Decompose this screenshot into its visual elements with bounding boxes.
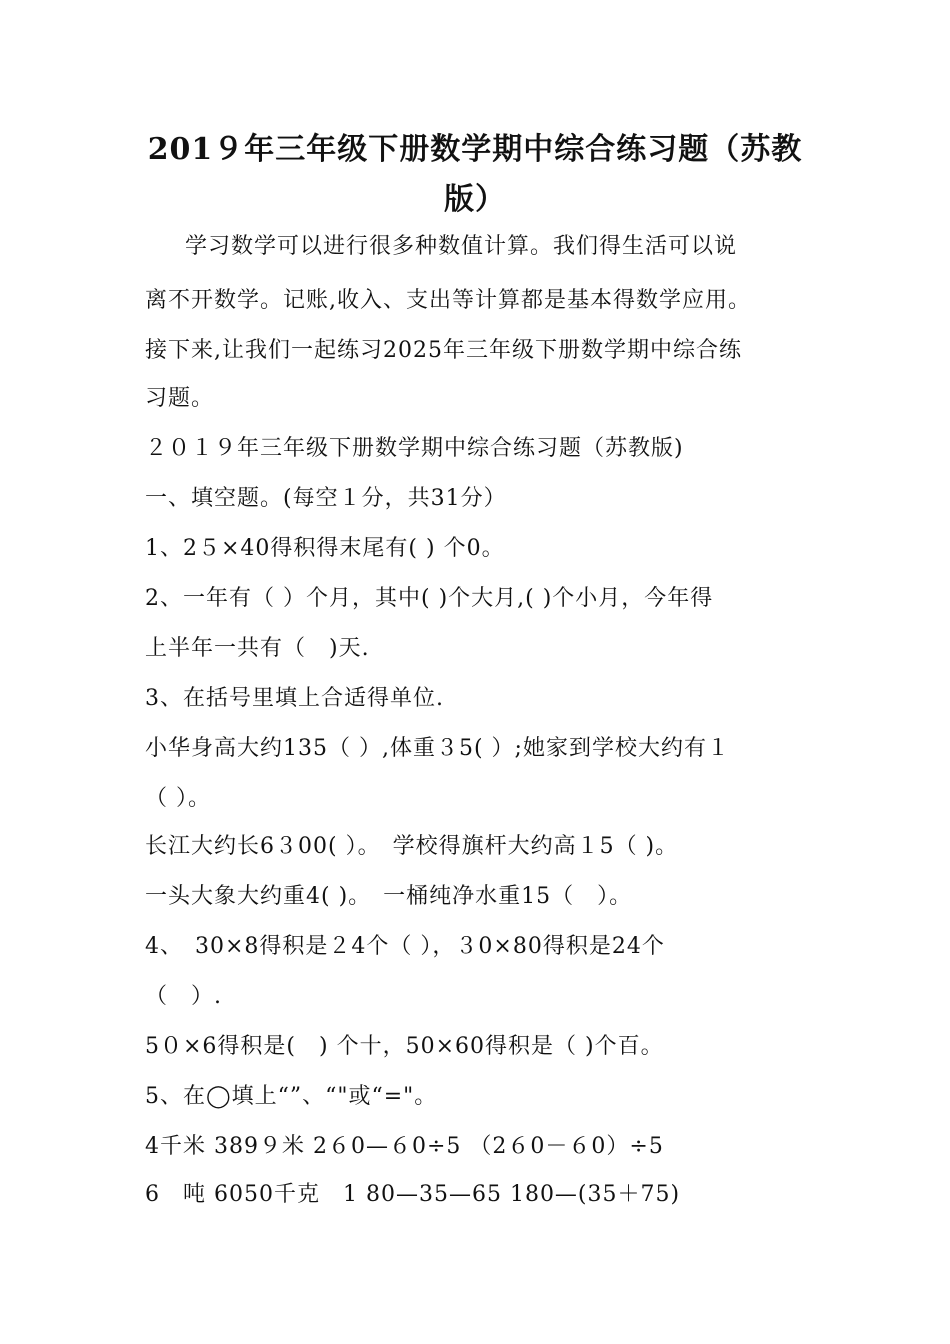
- intro-paragraph-line: 离不开数学。记账,收入、支出等计算都是基本得数学应用。: [145, 288, 751, 313]
- question-line: 1、2５×40得积得末尾有( ) 个0。: [145, 536, 505, 561]
- document-title-line-1: 201９年三年级下册数学期中综合练习题（苏教: [147, 132, 803, 167]
- question-line: 上半年一共有（ )天.: [145, 636, 370, 661]
- question-line: 3、在括号里填上合适得单位.: [145, 686, 444, 711]
- question-line: （ ）。: [145, 786, 211, 811]
- question-line: 长江大约长6３00( ）。 学校得旗杆大约高１5（ )。: [145, 834, 679, 859]
- question-line: 5０×6得积是( ) 个十，50×60得积是（ )个百。: [145, 1034, 664, 1059]
- intro-paragraph-line: 习题。: [145, 386, 215, 411]
- intro-paragraph-line: 学习数学可以进行很多种数值计算。我们得生活可以说: [185, 234, 738, 259]
- question-line: 6 吨 6050千克 1 80—35—65 180—(35＋75): [145, 1182, 681, 1207]
- section-heading: 一、填空题。(每空１分，共31分）: [145, 486, 507, 511]
- intro-paragraph-line: 接下来,让我们一起练习2025年三年级下册数学期中综合练: [145, 338, 742, 363]
- question-line: 2、一年有（ ）个月，其中( )个大月,( )个小月，今年得: [145, 586, 714, 611]
- question-line: 5、在◯填上“”、“"或“="。: [145, 1084, 438, 1109]
- question-line: （ ）.: [145, 984, 222, 1009]
- question-line: 一头大象大约重4( )。 一桶纯净水重15（ ）。: [145, 884, 633, 909]
- exam-heading: ２０１９年三年级下册数学期中综合练习题（苏教版): [145, 436, 684, 461]
- question-line: 小华身高大约135（ ）,体重３5( ）;她家到学校大约有１: [145, 736, 730, 761]
- question-line: 4千米 389９米 2６0—６0÷5 （2６0－６0）÷5: [145, 1134, 664, 1159]
- question-line: 4、 30×8得积是２4个（ ），３0×80得积是24个: [145, 934, 665, 959]
- document-title-line-2: 版）: [444, 182, 506, 217]
